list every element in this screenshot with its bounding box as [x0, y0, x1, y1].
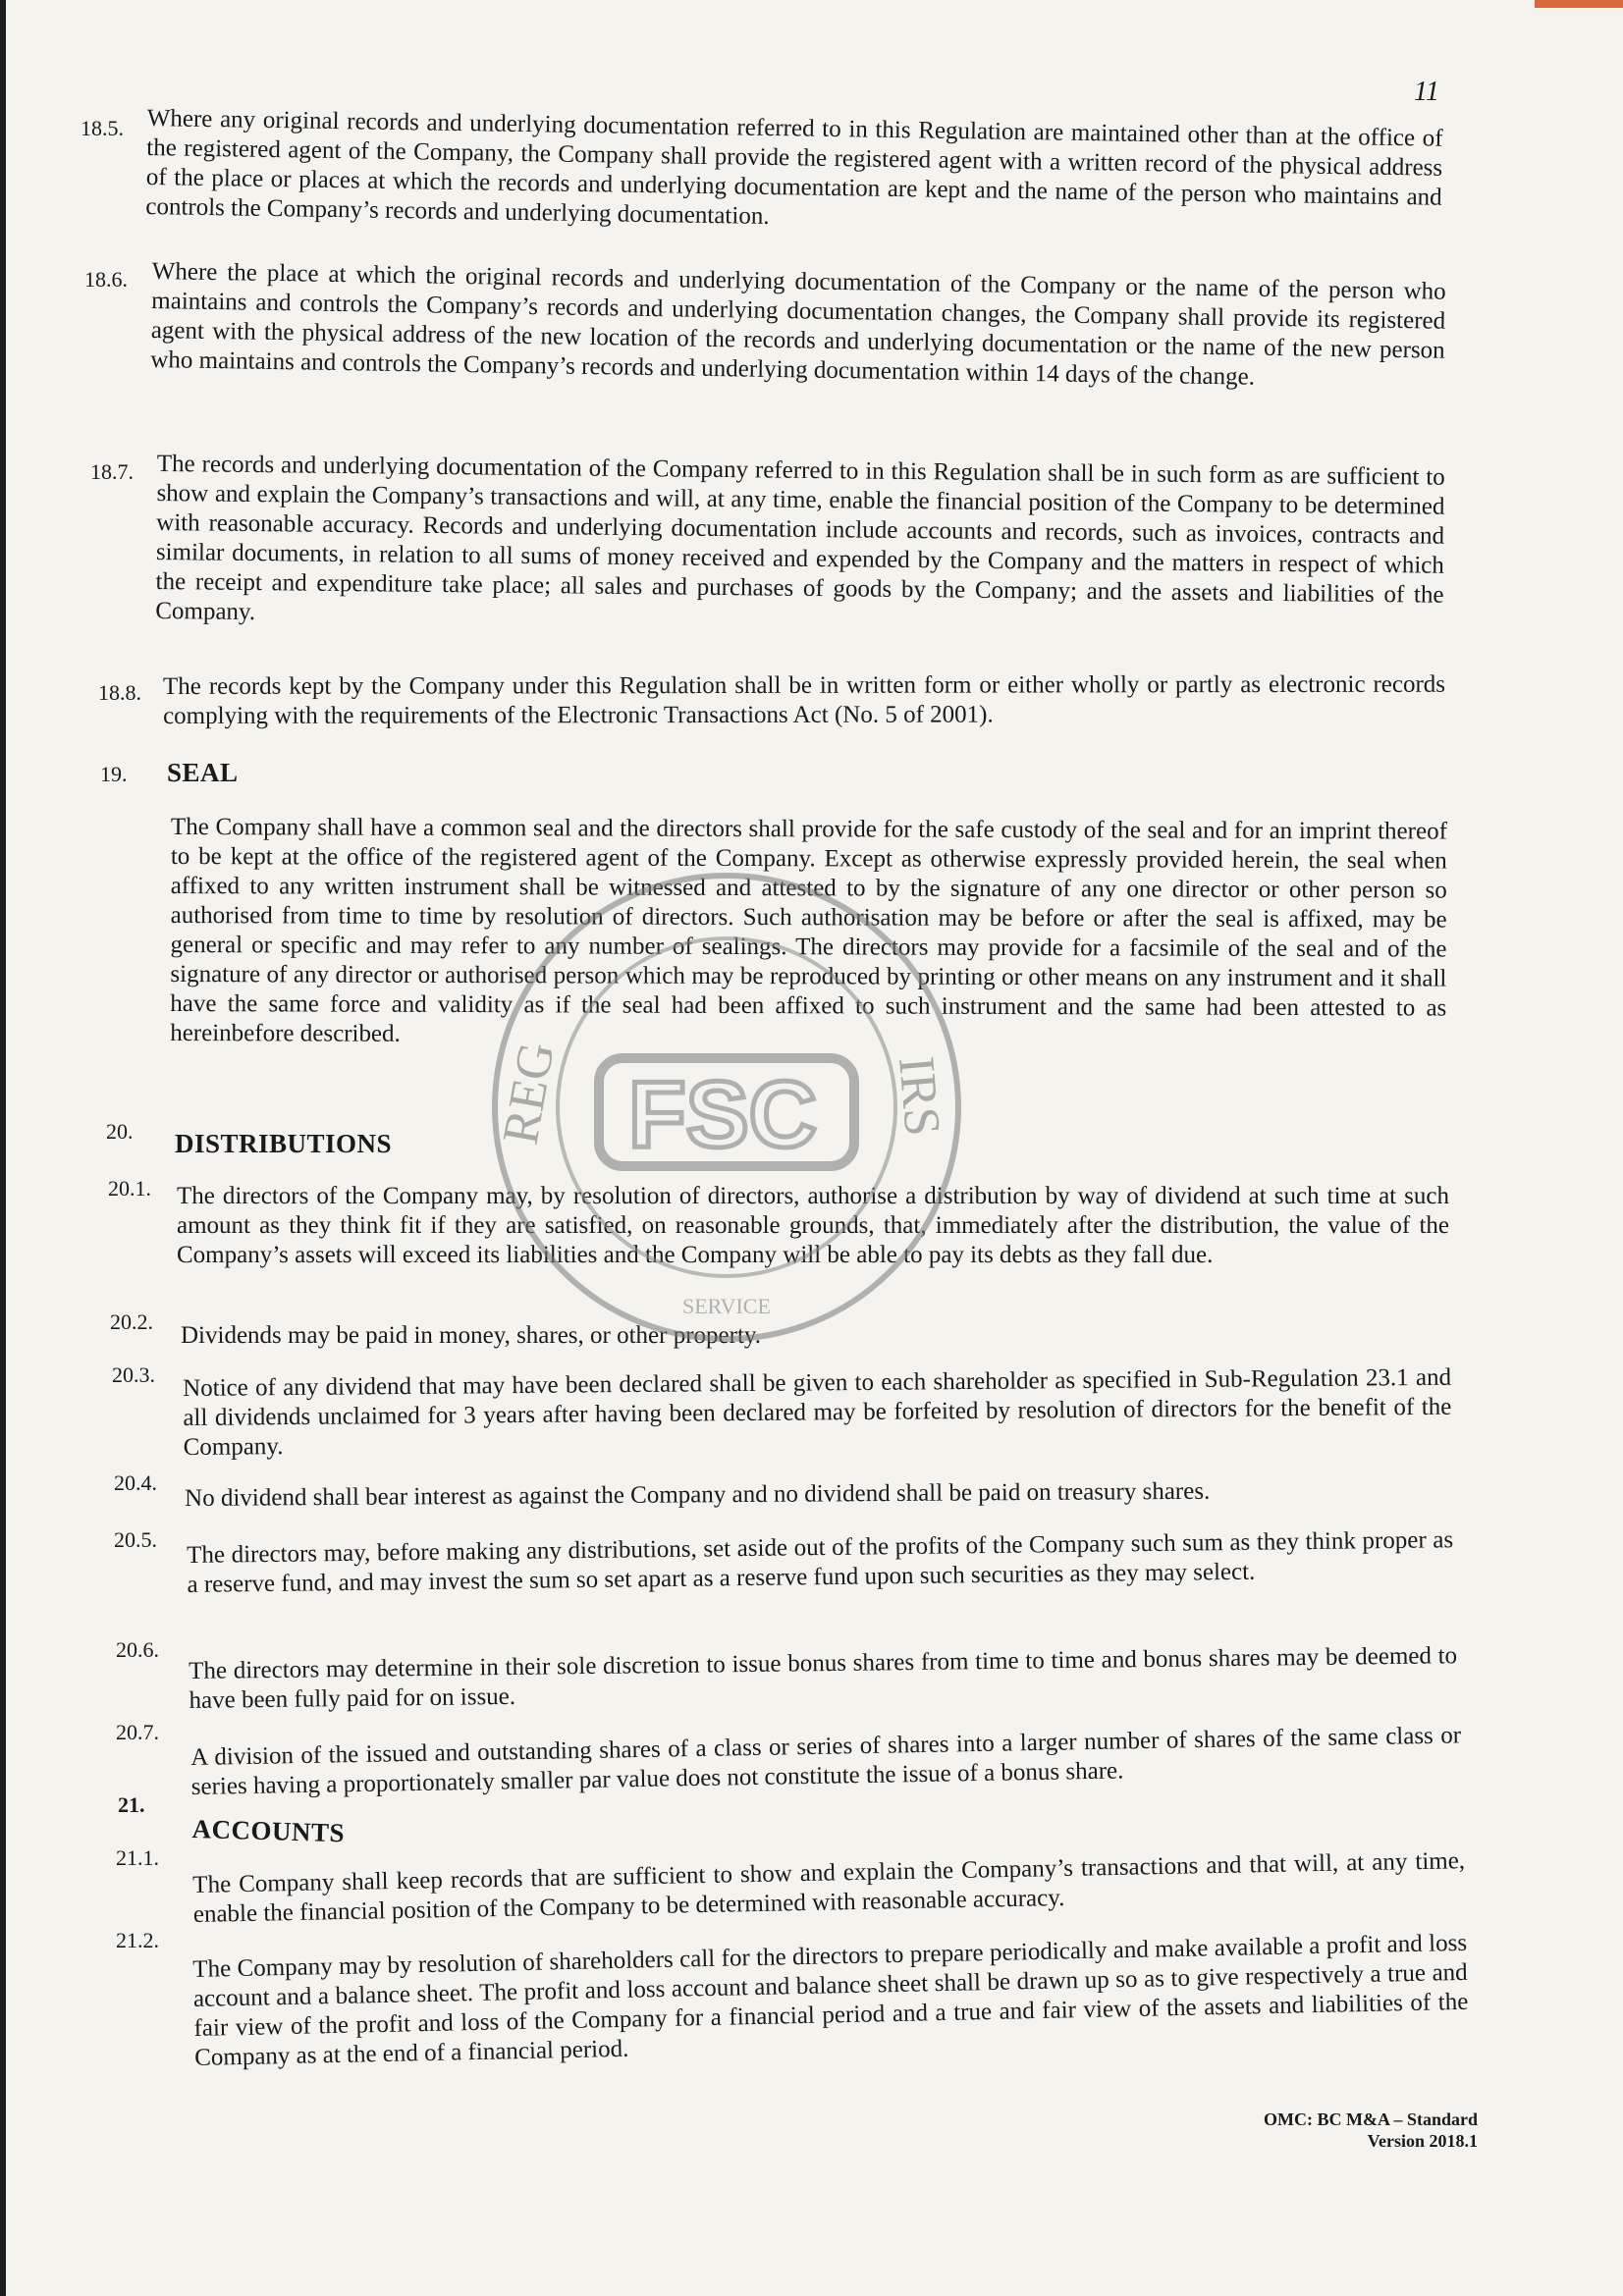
scan-edge: [0, 0, 6, 2296]
clause-number: 18.8.: [98, 680, 141, 705]
clause-number: 20.3.: [112, 1362, 155, 1387]
clause-number: 21.2.: [116, 1928, 159, 1952]
clause-number: 20.1.: [108, 1176, 151, 1201]
footer-line-1: OMC: BC M&A – Standard: [1263, 2109, 1478, 2129]
clause-number: 20.4.: [114, 1470, 157, 1495]
section-number: 19.: [100, 762, 128, 786]
clause-18-8: The records kept by the Company under this Regulation shall be in written form or either wholly or partly as electronic records complying with the requirements of the Electronic Transactions Act (No. 5 of 2001).: [163, 670, 1446, 729]
clause-21-1: The Company shall keep records that are sufficient to show and explain the Company’s transactions and that will, at any time, enable the financial position of the Company to be determined with reasonable accuracy.: [192, 1847, 1466, 1928]
clause-number: 20.6.: [116, 1637, 159, 1662]
clause-19-body: The Company shall have a common seal and the directors shall provide for the safe custody of the seal and for an imprint thereof to be kept at the office of the registered agent of the Company. Except as otherwise expressly provided herein, the seal when affixed to any written instrument shall be witnessed and attested to by the signature of any one director or other person so authorised from time to time by resolution of directors. Such authorisation may be before or after the seal is affixed, may be general or specific and may refer to any number of sealings. The directors may provide for a facsimile of the seal and of the signature of any director or authorised person which may be reproduced by printing or other means on any instrument and it shall have the same force and validity as if the seal had been affixed to such instrument and the same had been attested to as hereinbefore described.: [170, 814, 1447, 1047]
footer: [1264, 2109, 1478, 2152]
clause-number: 18.6.: [84, 267, 128, 292]
footer-line-2: Version 2018.1: [1367, 2131, 1478, 2151]
clause-18-7: The records and underlying documentation of the Company referred to in this Regulation shall be in such form as are sufficient to show and explain the Company’s transactions and will, at any time, enable the financial position of the Company to be determined with reasonable accuracy. Records and underlying documentation include accounts and records, such as invoices, contracts and similar documents, in relation to all sums of money received and expended by the Company and the matters in respect of which the receipt and expenditure take place; all sales and purchases of goods by the Company; and the assets and liabilities of the Company.: [155, 450, 1445, 626]
clause-18-6: Where the place at which the original records and underlying documentation of the Company or the name of the person who maintains and controls the Company’s records and underlying documentation changes, the Company shall provide its registered agent with the physical address of the new location of the records and underlying documentation or the name of the new person who maintains and controls the Company’s records and underlying documentation within 14 days of the change.: [150, 257, 1446, 391]
section-heading-accounts: ACCOUNTS: [191, 1814, 346, 1848]
clause-18-5: Where any original records and underlying documentation referred to in this Regulation are maintained other than at the office of the registered agent of the Company, the Company shall provide the registered agent with a written record of the physical address of the place or places at which the records and underlying documentation are kept and the name of the person who maintains and controls the Company’s records and underlying documentation.: [145, 104, 1443, 230]
clause-number: 20.2.: [110, 1309, 153, 1334]
seal-ring-left: REG: [492, 1038, 566, 1149]
clause-number: 20.7.: [116, 1720, 159, 1744]
seal-ring-right: IRS: [888, 1054, 950, 1139]
section-heading-seal: SEAL: [167, 758, 239, 787]
clause-20-7: A division of the issued and outstanding shares of a class or series of shares into a larger number of shares of the same class or series having a proportionately smaller par value does not constitute the issue of a bonus share.: [190, 1722, 1462, 1800]
section-number: 20.: [106, 1119, 134, 1144]
section-number: 21.: [118, 1792, 145, 1817]
seal-center-text: FSC: [628, 1062, 817, 1167]
clause-number: 21.1.: [116, 1845, 159, 1870]
clause-21-2: The Company may by resolution of shareholders call for the directors to prepare periodically and make available a profit and loss account and a balance sheet. The profit and loss account and balance sheet shall be drawn up so as to give respectively a true and fair view of the profit and loss of the Company for a financial period and a true and fair view of the assets and liabilities of the Company as at the end of a financial period.: [192, 1929, 1469, 2071]
page-number: 11: [1414, 77, 1439, 107]
section-heading-distributions: DISTRIBUTIONS: [175, 1129, 393, 1158]
scan-corner: [1535, 0, 1623, 8]
clause-20-5: The directors may, before making any distributions, set aside out of the profits of the Company such sum as they think proper as a reserve fund, and may invest the sum so set apart as a reserve fund upon such securities as they may select.: [187, 1526, 1454, 1598]
clause-20-2: Dividends may be paid in money, shares, or other property.: [181, 1322, 762, 1349]
seal-ring-bottom: SERVICE: [682, 1294, 771, 1318]
clause-number: 18.5.: [81, 116, 124, 140]
clause-number: 18.7.: [90, 459, 134, 484]
clause-20-4: No dividend shall bear interest as against the Company and no dividend shall be paid on treasury shares.: [185, 1477, 1211, 1512]
clause-20-3: Notice of any dividend that may have been declared shall be given to each shareholder as specified in Sub-Regulation 23.1 and all dividends unclaimed for 3 years after having been declared may be forfeited by resolution of directors for the benefit of the Company.: [183, 1363, 1452, 1461]
clause-20-1: The directors of the Company may, by resolution of directors, authorise a distribution by way of dividend at such time at such amount as they think fit if they are satisfied, on reasonable grounds, that, immediately after the distribution, the value of the Company’s assets will exceed its liabilities and the Company will be able to pay its debts as they fall due.: [177, 1183, 1449, 1268]
clause-number: 20.5.: [114, 1527, 157, 1552]
clause-20-6: The directors may determine in their sole discretion to issue bonus shares from time to time and bonus shares may be deemed to have been fully paid for on issue.: [189, 1642, 1458, 1714]
